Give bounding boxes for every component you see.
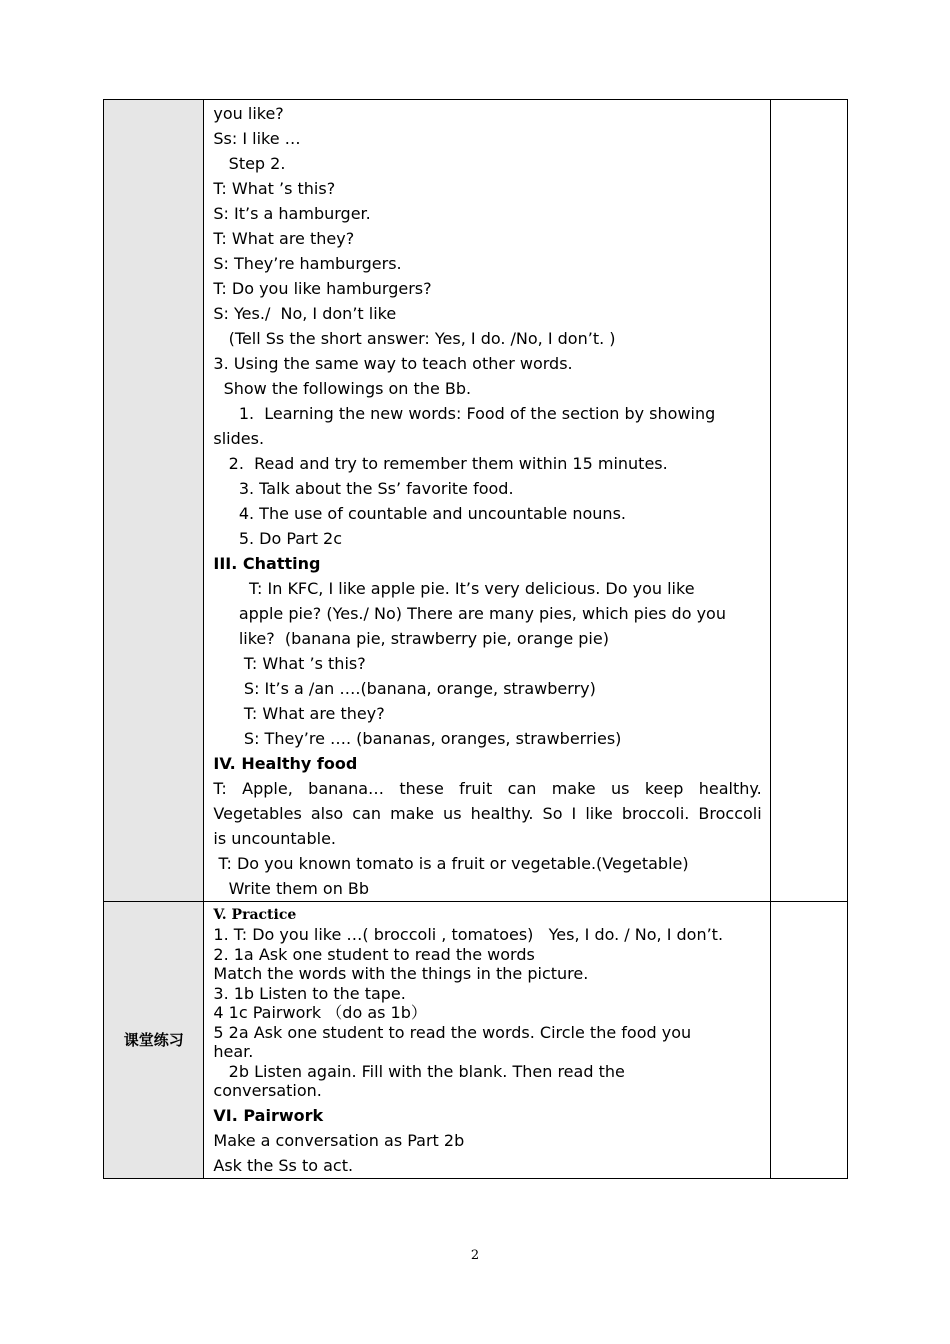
text-line: S: Yes./ No, I don’t like	[213, 304, 397, 323]
teaching-steps-cell	[204, 100, 770, 902]
text-line: S: They’re …. (bananas, oranges, strawberries)	[213, 729, 622, 748]
text-line: 3. 1b Listen to the tape.	[213, 983, 406, 1003]
text-line: 5. Do Part 2c	[213, 529, 343, 548]
text-line: T: What are they?	[213, 704, 385, 723]
text-line: Make a conversation as Part 2b	[213, 1130, 465, 1150]
text-line: Ask the Ss to act.	[213, 1155, 354, 1175]
text-line: you like?	[213, 104, 284, 123]
text-line: S: It’s a hamburger.	[213, 204, 371, 223]
row-label-cell	[104, 100, 204, 902]
text-line: Show the followings on the Bb.	[213, 379, 472, 398]
text-line: conversation.	[213, 1081, 322, 1100]
row-label-cell: 课堂练习	[104, 902, 204, 1179]
text-line: 3. Talk about the Ss’ favorite food.	[213, 479, 514, 498]
text-line: Vegetables also can make us healthy. So I like broccoli. Broccoli	[213, 804, 762, 823]
text-line: T: What ’s this?	[213, 179, 336, 198]
notes-cell	[770, 100, 847, 902]
text-line: T: What are they?	[213, 229, 355, 248]
text-line: Write them on Bb	[213, 879, 370, 898]
text-line: like? (banana pie, strawberry pie, orange pie)	[213, 629, 609, 648]
text-line: 4 1c Pairwork （do as 1b）	[213, 1003, 427, 1022]
text-line: (Tell Ss the short answer: Yes, I do. /No, I don’t. )	[213, 329, 616, 348]
notes-cell	[770, 902, 847, 1179]
healthy-food-heading: IV. Healthy food	[213, 754, 358, 773]
text-line: 1. T: Do you like …( broccoli , tomatoes) Yes, I do. / No, I don’t.	[213, 925, 724, 944]
table-row	[104, 902, 848, 1179]
text-line: T: Apple, banana… these fruit can make us keep healthy.	[213, 779, 762, 798]
text-line: 2b Listen again. Fill with the blank. Then read the	[213, 1061, 625, 1081]
table-row	[104, 100, 848, 902]
text-line: Match the words with the things in the picture.	[213, 964, 589, 983]
text-line: S: They’re hamburgers.	[213, 254, 402, 273]
text-line: 3. Using the same way to teach other words.	[213, 354, 573, 373]
text-line: T: Do you known tomato is a fruit or vegetable.(Vegetable)	[213, 854, 689, 873]
text-line: 2. 1a Ask one student to read the words	[213, 944, 535, 964]
text-line: T: What ’s this?	[213, 654, 366, 673]
practice-heading: V. Practice	[213, 907, 297, 923]
text-line: S: It’s a /an ….(banana, orange, strawberry)	[213, 679, 596, 698]
pairwork-heading: VI. Pairwork	[213, 1105, 324, 1125]
practice-cell	[204, 902, 770, 1179]
text-line: hear.	[213, 1042, 254, 1061]
text-line: 2. Read and try to remember them within 15 minutes.	[213, 454, 668, 473]
text-line: apple pie? (Yes./ No) There are many pies, which pies do you	[213, 604, 726, 623]
chatting-heading: III. Chatting	[213, 554, 321, 573]
text-line: Ss: I like …	[213, 129, 301, 148]
text-line: slides.	[213, 429, 265, 448]
text-line: 4. The use of countable and uncountable nouns.	[213, 504, 626, 523]
lesson-plan-table	[103, 99, 848, 1179]
text-line: Step 2.	[213, 154, 286, 173]
text-line: is uncountable.	[213, 829, 337, 848]
text-line: T: In KFC, I like apple pie. It’s very delicious. Do you like	[213, 579, 695, 598]
text-line: 5 2a Ask one student to read the words. Circle the food you	[213, 1022, 692, 1042]
text-line: T: Do you like hamburgers?	[213, 279, 432, 298]
page-number: 2	[470, 1248, 480, 1263]
text-line: 1. Learning the new words: Food of the section by showing	[213, 404, 716, 423]
